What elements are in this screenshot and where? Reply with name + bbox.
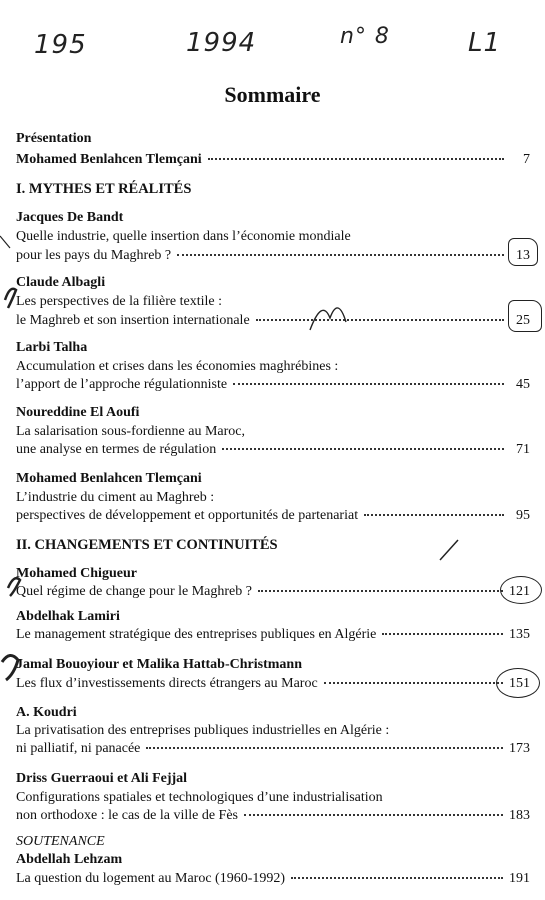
handwritten-note-right: L1 [468, 28, 502, 58]
entry-author: Driss Guerraoui et Ali Fejjal [16, 771, 188, 786]
entry-title-line: le Maghreb et son insertion internationale [16, 313, 250, 328]
entry-page: 121 [509, 584, 530, 599]
entry-author: Noureddine El Aoufi [16, 405, 140, 420]
section-heading-1: I. MYTHES ET RÉALITÉS [16, 181, 192, 197]
entry-title-line: Les perspectives de la filière textile : [16, 294, 223, 309]
presentation-heading: Présentation [16, 131, 92, 146]
entry-page: 7 [523, 152, 530, 167]
entry-author: Abdellah Lehzam [16, 852, 123, 867]
entry-author: A. Koudri [16, 705, 77, 720]
entry-page: 45 [516, 377, 530, 392]
entry-page: 135 [509, 627, 530, 642]
entry-title-line: ni palliatif, ni panacée [16, 741, 141, 756]
entry-page: 191 [509, 871, 530, 886]
entry-author: Claude Albagli [16, 275, 106, 290]
entry-title-line: une analyse en termes de régulation [16, 442, 217, 457]
entry-title-line: Accumulation et crises dans les économies maghrébines : [16, 359, 339, 374]
entry-page: 25 [516, 313, 530, 328]
entry-title-line: non orthodoxe : le cas de la ville de Fès [16, 808, 238, 823]
entry-page: 13 [516, 248, 530, 263]
entry-page: 173 [509, 741, 530, 756]
page-title: Sommaire [224, 82, 321, 107]
entry-author: Jacques De Bandt [16, 210, 124, 225]
section-heading-2: II. CHANGEMENTS ET CONTINUITÉS [16, 537, 278, 553]
entry-author: Jamal Bouoyiour et Malika Hattab-Christmann [16, 657, 302, 672]
entry-page: 183 [509, 808, 530, 823]
entry-page: 95 [516, 508, 530, 523]
entry-page: 71 [516, 442, 530, 457]
entry-page: 151 [509, 676, 530, 691]
handwritten-note-left: 195 [34, 30, 87, 60]
entry-author: Mohamed Benlahcen Tlemçani [16, 152, 202, 167]
entry-title-line: L’industrie du ciment au Maghreb : [16, 490, 215, 505]
entry-title-line: pour les pays du Maghreb ? [16, 248, 172, 263]
entry-title-line: Les flux d’investissements directs étrangers au Maroc [16, 676, 318, 691]
entry-title-line: La question du logement au Maroc (1960-1992) [16, 871, 286, 886]
entry-title-line: Configurations spatiales et technologiques d’une industrialisation [16, 790, 383, 805]
soutenance-label: SOUTENANCE [16, 834, 105, 849]
handwritten-year: 1994 [186, 28, 257, 58]
entry-title-line: l’apport de l’approche régulationniste [16, 377, 228, 392]
handwritten-issue-number: n° 8 [340, 24, 390, 49]
entry-title-line: Quelle industrie, quelle insertion dans l’économie mondiale [16, 229, 351, 244]
entry-title-line: La salarisation sous-fordienne au Maroc, [16, 424, 245, 439]
entry-title-line: La privatisation des entreprises publiques industrielles en Algérie : [16, 723, 390, 738]
entry-author: Mohamed Chigueur [16, 566, 137, 581]
entry-author: Abdelhak Lamiri [16, 609, 120, 624]
entry-title-line: Quel régime de change pour le Maghreb ? [16, 584, 252, 599]
entry-author: Mohamed Benlahcen Tlemçani [16, 471, 202, 486]
entry-title-line: perspectives de développement et opportunités de partenariat [16, 508, 359, 523]
entry-title-line: Le management stratégique des entreprises publiques en Algérie [16, 627, 377, 642]
entry-author: Larbi Talha [16, 340, 88, 355]
